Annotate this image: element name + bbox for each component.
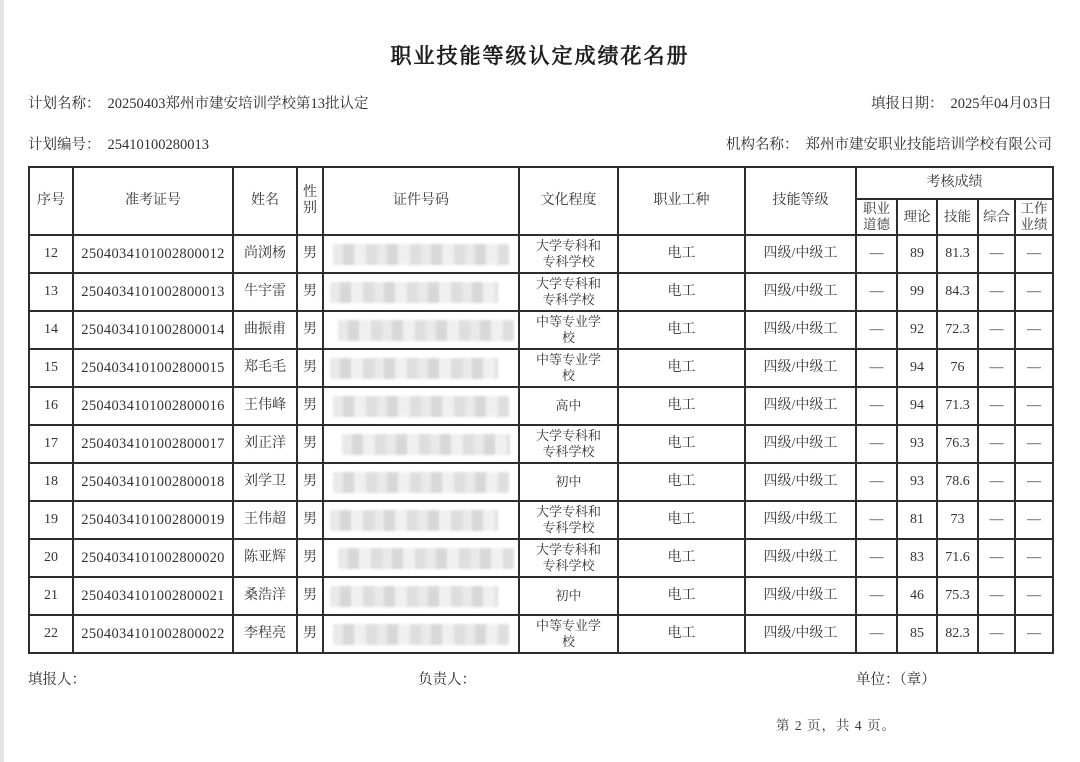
cell-exam-no: 2504034101002800022 <box>73 615 233 653</box>
cell-education: 中等专业学校 <box>519 615 618 653</box>
cell-seq: 12 <box>29 235 73 273</box>
cell-work-perf: — <box>1015 501 1053 539</box>
cell-comprehensive: — <box>978 235 1015 273</box>
cell-skill-level: 四级/中级工 <box>745 311 856 349</box>
cell-comprehensive: — <box>978 463 1015 501</box>
cell-theory: 83 <box>897 539 937 577</box>
cell-comprehensive: — <box>978 501 1015 539</box>
cell-ethics: — <box>856 425 897 463</box>
info-row-2 <box>28 133 1052 154</box>
cell-exam-no: 2504034101002800021 <box>73 577 233 615</box>
cell-occupation: 电工 <box>618 577 745 615</box>
cell-gender: 男 <box>297 501 323 539</box>
cell-comprehensive: — <box>978 311 1015 349</box>
cell-seq: 20 <box>29 539 73 577</box>
cell-occupation: 电工 <box>618 501 745 539</box>
cell-occupation: 电工 <box>618 311 745 349</box>
cell-skill: 71.3 <box>937 387 978 425</box>
cell-theory: 85 <box>897 615 937 653</box>
redacted-id-blur <box>333 472 509 493</box>
cell-education: 大学专科和专科学校 <box>519 273 618 311</box>
plan-name <box>28 92 369 113</box>
header-skill: 技能 <box>937 199 978 235</box>
cell-comprehensive: — <box>978 425 1015 463</box>
cell-comprehensive: — <box>978 273 1015 311</box>
unit-seal-label: 单位：（章） <box>856 672 936 688</box>
cell-theory: 99 <box>897 273 937 311</box>
cell-id-no <box>323 235 519 273</box>
cell-skill: 73 <box>937 501 978 539</box>
table-row <box>29 463 1053 501</box>
org-name-label: 机构名称： <box>726 137 799 153</box>
redacted-id-blur <box>330 510 498 531</box>
cell-theory: 89 <box>897 235 937 273</box>
cell-seq: 17 <box>29 425 73 463</box>
cell-ethics: — <box>856 463 897 501</box>
cell-name: 曲振甫 <box>233 311 297 349</box>
cell-skill-level: 四级/中级工 <box>745 577 856 615</box>
cell-seq: 13 <box>29 273 73 311</box>
cell-id-no <box>323 577 519 615</box>
cell-comprehensive: — <box>978 387 1015 425</box>
cell-gender: 男 <box>297 273 323 311</box>
cell-skill: 81.3 <box>937 235 978 273</box>
table-row <box>29 235 1053 273</box>
cell-ethics: — <box>856 539 897 577</box>
cell-work-perf: — <box>1015 349 1053 387</box>
header-comprehensive: 综合 <box>978 199 1015 235</box>
fill-date-value: 2025年04月03日 <box>950 96 1052 112</box>
cell-occupation: 电工 <box>618 463 745 501</box>
cell-skill: 72.3 <box>937 311 978 349</box>
cell-ethics: — <box>856 615 897 653</box>
table-row <box>29 349 1053 387</box>
header-name: 姓名 <box>233 167 297 235</box>
document-footer <box>0 654 1080 758</box>
cell-id-no <box>323 463 519 501</box>
cell-skill: 78.6 <box>937 463 978 501</box>
cell-gender: 男 <box>297 235 323 273</box>
table-row <box>29 539 1053 577</box>
cell-skill-level: 四级/中级工 <box>745 273 856 311</box>
redacted-id-blur <box>338 548 514 569</box>
cell-gender: 男 <box>297 349 323 387</box>
cell-name: 刘正洋 <box>233 425 297 463</box>
cell-ethics: — <box>856 577 897 615</box>
scan-edge-shadow <box>0 0 4 762</box>
cell-gender: 男 <box>297 463 323 501</box>
header-theory: 理论 <box>897 199 937 235</box>
cell-name: 李程亮 <box>233 615 297 653</box>
cell-id-no <box>323 539 519 577</box>
cell-name: 尚浏杨 <box>233 235 297 273</box>
cell-skill-level: 四级/中级工 <box>745 501 856 539</box>
roster-table <box>28 166 1054 654</box>
cell-skill: 76 <box>937 349 978 387</box>
header-skill-level: 技能等级 <box>745 167 856 235</box>
org-name <box>726 133 1052 154</box>
cell-gender: 男 <box>297 425 323 463</box>
fill-date-label: 填报日期： <box>871 96 944 112</box>
redacted-id-blur <box>342 434 510 455</box>
cell-education: 大学专科和专科学校 <box>519 425 618 463</box>
cell-seq: 21 <box>29 577 73 615</box>
cell-comprehensive: — <box>978 577 1015 615</box>
cell-id-no <box>323 311 519 349</box>
cell-seq: 15 <box>29 349 73 387</box>
cell-education: 中等专业学校 <box>519 349 618 387</box>
cell-work-perf: — <box>1015 235 1053 273</box>
cell-education: 初中 <box>519 463 618 501</box>
cell-occupation: 电工 <box>618 387 745 425</box>
cell-ethics: — <box>856 349 897 387</box>
cell-exam-no: 2504034101002800013 <box>73 273 233 311</box>
cell-id-no <box>323 387 519 425</box>
cell-gender: 男 <box>297 387 323 425</box>
cell-education: 大学专科和专科学校 <box>519 501 618 539</box>
cell-name: 陈亚辉 <box>233 539 297 577</box>
table-row <box>29 311 1053 349</box>
header-seq: 序号 <box>29 167 73 235</box>
cell-occupation: 电工 <box>618 235 745 273</box>
table-header <box>29 167 1053 235</box>
cell-occupation: 电工 <box>618 539 745 577</box>
cell-name: 王伟超 <box>233 501 297 539</box>
cell-skill-level: 四级/中级工 <box>745 615 856 653</box>
redacted-id-blur <box>338 320 514 341</box>
manager-label: 负责人： <box>418 672 476 688</box>
cell-exam-no: 2504034101002800016 <box>73 387 233 425</box>
table-body <box>29 235 1053 653</box>
cell-id-no <box>323 273 519 311</box>
page-title: 职业技能等级认定成绩花名册 <box>390 44 690 68</box>
cell-work-perf: — <box>1015 387 1053 425</box>
fill-date <box>871 92 1052 113</box>
cell-seq: 16 <box>29 387 73 425</box>
cell-id-no <box>323 501 519 539</box>
cell-skill-level: 四级/中级工 <box>745 387 856 425</box>
cell-gender: 男 <box>297 539 323 577</box>
table-row <box>29 387 1053 425</box>
redacted-id-blur <box>333 624 509 645</box>
cell-work-perf: — <box>1015 273 1053 311</box>
cell-occupation: 电工 <box>618 273 745 311</box>
cell-name: 王伟峰 <box>233 387 297 425</box>
info-row-1 <box>28 92 1052 113</box>
cell-exam-no: 2504034101002800019 <box>73 501 233 539</box>
cell-ethics: — <box>856 501 897 539</box>
redacted-id-blur <box>330 358 498 379</box>
cell-skill-level: 四级/中级工 <box>745 463 856 501</box>
plan-no-label: 计划编号： <box>28 137 101 153</box>
cell-work-perf: — <box>1015 539 1053 577</box>
cell-seq: 19 <box>29 501 73 539</box>
cell-skill: 84.3 <box>937 273 978 311</box>
cell-gender: 男 <box>297 311 323 349</box>
cell-skill-level: 四级/中级工 <box>745 349 856 387</box>
cell-exam-no: 2504034101002800015 <box>73 349 233 387</box>
cell-exam-no: 2504034101002800020 <box>73 539 233 577</box>
cell-work-perf: — <box>1015 311 1053 349</box>
redacted-id-blur <box>330 282 498 303</box>
cell-comprehensive: — <box>978 615 1015 653</box>
redacted-id-blur <box>333 396 509 417</box>
cell-theory: 81 <box>897 501 937 539</box>
cell-education: 大学专科和专科学校 <box>519 235 618 273</box>
cell-exam-no: 2504034101002800012 <box>73 235 233 273</box>
cell-name: 桑浩洋 <box>233 577 297 615</box>
cell-comprehensive: — <box>978 349 1015 387</box>
cell-education: 中等专业学校 <box>519 311 618 349</box>
cell-theory: 94 <box>897 349 937 387</box>
header-occupation: 职业工种 <box>618 167 745 235</box>
cell-name: 郑毛毛 <box>233 349 297 387</box>
cell-ethics: — <box>856 387 897 425</box>
cell-skill: 82.3 <box>937 615 978 653</box>
cell-seq: 14 <box>29 311 73 349</box>
cell-skill-level: 四级/中级工 <box>745 425 856 463</box>
redacted-id-blur <box>330 586 498 607</box>
cell-seq: 22 <box>29 615 73 653</box>
org-name-value: 郑州市建安职业技能培训学校有限公司 <box>805 137 1052 153</box>
cell-theory: 92 <box>897 311 937 349</box>
header-education: 文化程度 <box>519 167 618 235</box>
cell-gender: 男 <box>297 615 323 653</box>
cell-work-perf: — <box>1015 463 1053 501</box>
cell-work-perf: — <box>1015 425 1053 463</box>
header-id-no: 证件号码 <box>323 167 519 235</box>
cell-theory: 94 <box>897 387 937 425</box>
cell-exam-no: 2504034101002800014 <box>73 311 233 349</box>
header-gender: 性别 <box>297 167 323 235</box>
plan-name-label: 计划名称： <box>28 96 101 112</box>
cell-name: 刘学卫 <box>233 463 297 501</box>
cell-seq: 18 <box>29 463 73 501</box>
cell-skill-level: 四级/中级工 <box>745 539 856 577</box>
table-row <box>29 273 1053 311</box>
header-ethics: 职业道德 <box>856 199 897 235</box>
cell-comprehensive: — <box>978 539 1015 577</box>
cell-skill: 76.3 <box>937 425 978 463</box>
filler-label: 填报人： <box>28 672 86 688</box>
cell-ethics: — <box>856 311 897 349</box>
cell-exam-no: 2504034101002800018 <box>73 463 233 501</box>
cell-theory: 46 <box>897 577 937 615</box>
table-row <box>29 615 1053 653</box>
cell-occupation: 电工 <box>618 425 745 463</box>
cell-education: 初中 <box>519 577 618 615</box>
cell-skill-level: 四级/中级工 <box>745 235 856 273</box>
cell-ethics: — <box>856 273 897 311</box>
header-exam-no: 准考证号 <box>73 167 233 235</box>
cell-name: 牛宇雷 <box>233 273 297 311</box>
cell-id-no <box>323 615 519 653</box>
header-work-perf: 工作业绩 <box>1015 199 1053 235</box>
plan-no <box>28 133 209 154</box>
table-row <box>29 425 1053 463</box>
cell-education: 高中 <box>519 387 618 425</box>
cell-work-perf: — <box>1015 615 1053 653</box>
cell-id-no <box>323 425 519 463</box>
page-number: 第 2 页，共 4 页。 <box>776 718 896 733</box>
cell-occupation: 电工 <box>618 349 745 387</box>
cell-occupation: 电工 <box>618 615 745 653</box>
cell-ethics: — <box>856 235 897 273</box>
redacted-id-blur <box>333 244 509 265</box>
cell-exam-no: 2504034101002800017 <box>73 425 233 463</box>
cell-gender: 男 <box>297 577 323 615</box>
plan-name-value: 20250403郑州市建安培训学校第13批认定 <box>107 96 369 112</box>
table-row <box>29 501 1053 539</box>
cell-work-perf: — <box>1015 577 1053 615</box>
cell-theory: 93 <box>897 463 937 501</box>
cell-skill: 75.3 <box>937 577 978 615</box>
cell-education: 大学专科和专科学校 <box>519 539 618 577</box>
plan-no-value: 25410100280013 <box>107 137 209 153</box>
cell-theory: 93 <box>897 425 937 463</box>
table-row <box>29 577 1053 615</box>
header-scores-group: 考核成绩 <box>856 167 1053 199</box>
cell-skill: 71.6 <box>937 539 978 577</box>
cell-id-no <box>323 349 519 387</box>
